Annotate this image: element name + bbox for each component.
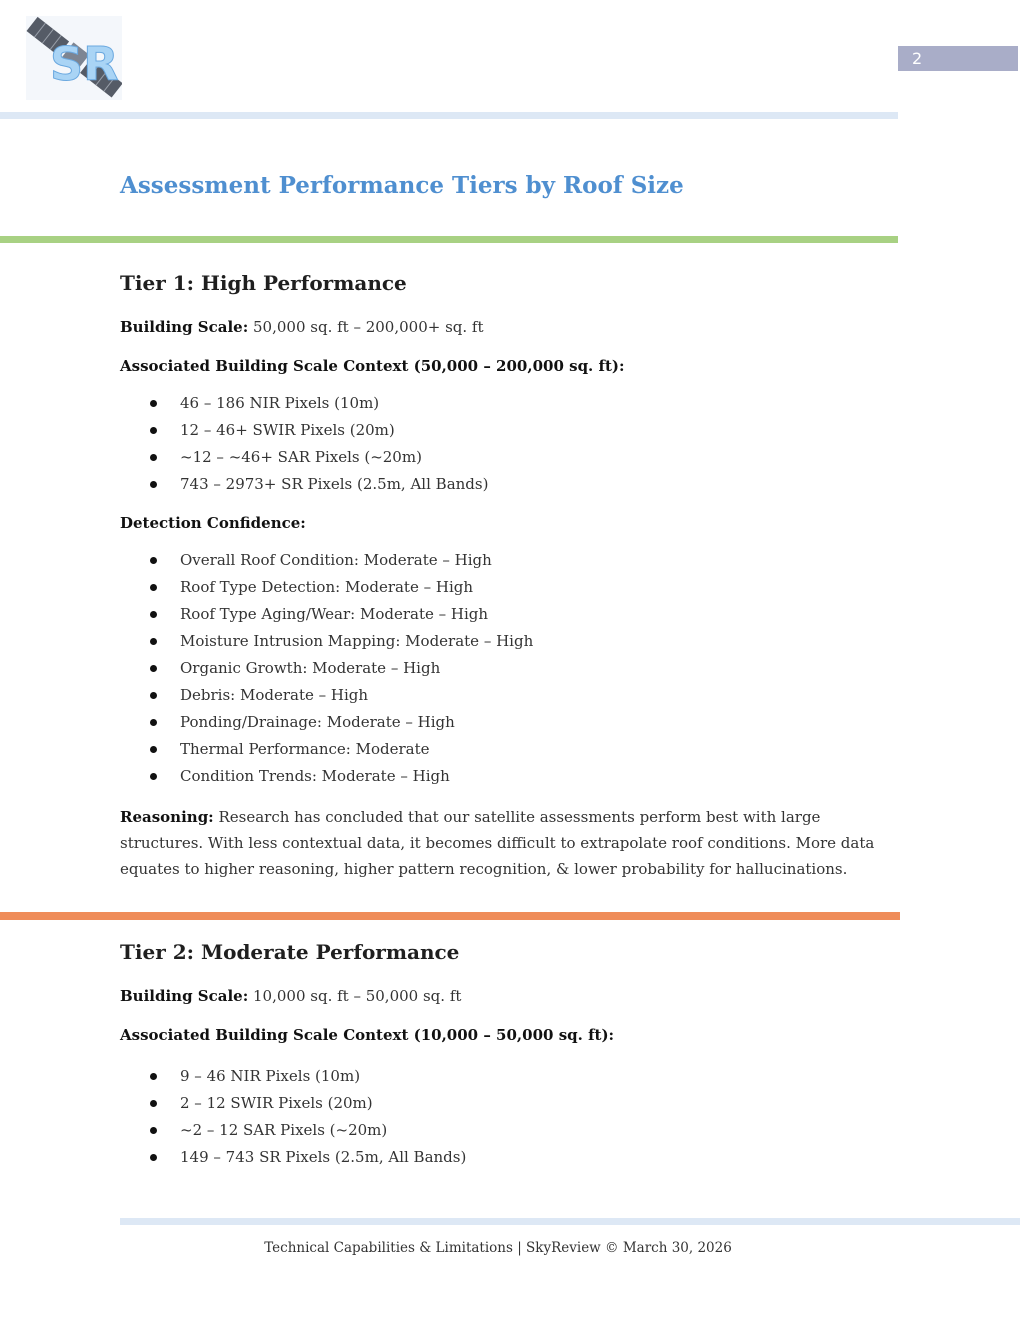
header-divider <box>0 112 898 119</box>
list-item: 743 – 2973+ SR Pixels (2.5m, All Bands) <box>120 471 900 498</box>
building-scale-label: Building Scale: <box>120 318 249 336</box>
list-item: Overall Roof Condition: Moderate – High <box>120 547 900 574</box>
list-item: Thermal Performance: Moderate <box>120 736 900 763</box>
list-item: ~12 – ~46+ SAR Pixels (~20m) <box>120 444 900 471</box>
tier-1-confidence-heading: Detection Confidence: <box>120 514 306 532</box>
list-item: ~2 – 12 SAR Pixels (~20m) <box>120 1117 900 1144</box>
list-item: Roof Type Aging/Wear: Moderate – High <box>120 601 900 628</box>
tier-1-context-heading: Associated Building Scale Context (50,000 – 200,000 sq. ft): <box>120 357 625 375</box>
list-item: Condition Trends: Moderate – High <box>120 763 900 790</box>
list-item: Moisture Intrusion Mapping: Moderate – High <box>120 628 900 655</box>
footer-divider <box>120 1218 1020 1225</box>
skyreview-logo <box>26 16 122 100</box>
logo-text: SR <box>50 37 119 91</box>
list-item: Debris: Moderate – High <box>120 682 900 709</box>
list-item: 46 – 186 NIR Pixels (10m) <box>120 390 900 417</box>
page-number: 2 <box>898 46 1018 71</box>
tier-1-building-scale <box>120 316 900 338</box>
tier-1-reasoning <box>120 804 900 882</box>
list-item: Roof Type Detection: Moderate – High <box>120 574 900 601</box>
reasoning-label: Reasoning: <box>120 808 214 826</box>
list-item: Ponding/Drainage: Moderate – High <box>120 709 900 736</box>
list-item: 9 – 46 NIR Pixels (10m) <box>120 1063 900 1090</box>
section-divider <box>0 912 900 920</box>
page-footer: Technical Capabilities & Limitations | SkyReview © March 30, 2026 <box>264 1240 732 1256</box>
tier-1-section <box>120 270 900 882</box>
tier-2-section <box>120 939 900 1185</box>
building-scale-label: Building Scale: <box>120 987 249 1005</box>
tier-2-building-scale <box>120 985 900 1007</box>
list-item: Organic Growth: Moderate – High <box>120 655 900 682</box>
building-scale-value: 50,000 sq. ft – 200,000+ sq. ft <box>248 318 484 336</box>
list-item: 149 – 743 SR Pixels (2.5m, All Bands) <box>120 1144 900 1171</box>
page-title: Assessment Performance Tiers by Roof Size <box>120 172 684 199</box>
tier-1-context-list <box>120 390 900 498</box>
list-item: 12 – 46+ SWIR Pixels (20m) <box>120 417 900 444</box>
list-item: 2 – 12 SWIR Pixels (20m) <box>120 1090 900 1117</box>
building-scale-value: 10,000 sq. ft – 50,000 sq. ft <box>248 987 462 1005</box>
reasoning-text: Research has concluded that our satellite assessments perform best with large structures. With less contextual data, it becomes difficult to extrapolate roof conditions. More data equates to higher reasoning, higher pattern recognition, & lower probability for hallucinations. <box>120 808 875 878</box>
tier-2-context-heading: Associated Building Scale Context (10,000 – 50,000 sq. ft): <box>120 1026 615 1044</box>
tier-1-heading: Tier 1: High Performance <box>120 271 407 295</box>
tier-1-confidence-list <box>120 547 900 790</box>
tier-2-context-list <box>120 1063 900 1171</box>
tier-2-heading: Tier 2: Moderate Performance <box>120 940 460 964</box>
title-divider <box>0 236 898 243</box>
